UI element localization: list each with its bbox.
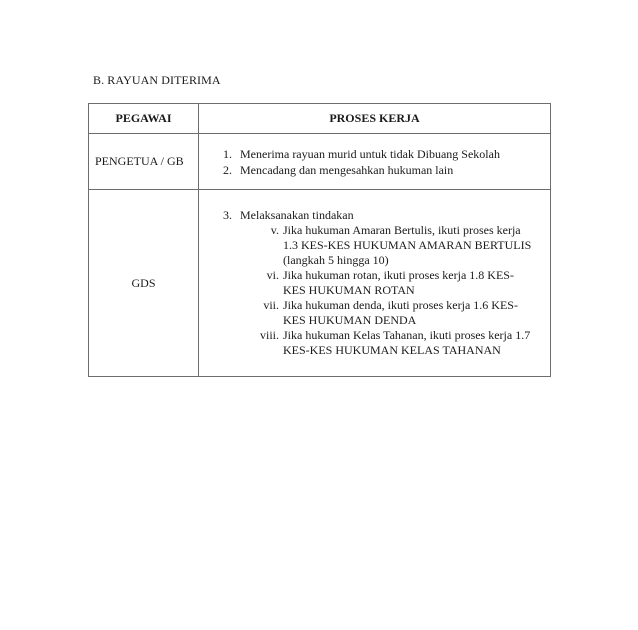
- sub-item-text: Jika hukuman Kelas Tahanan, ikuti proses kerja 1.7 KES-KES HUKUMAN KELAS TAHANAN: [283, 327, 531, 357]
- sub-list-item: [259, 223, 550, 268]
- list-item-number: 2.: [223, 162, 232, 177]
- sub-item-number: v.: [270, 222, 279, 237]
- process-table: [88, 103, 551, 377]
- sub-list-item: [259, 298, 550, 328]
- pegawai-cell: PENGETUA / GB: [89, 134, 199, 190]
- table-row: [89, 134, 551, 190]
- list-item-text: Menerima rayuan murid untuk tidak Dibuang Sekolah: [240, 146, 500, 161]
- proses-cell: [199, 190, 551, 377]
- table-header-row: [89, 104, 551, 134]
- sub-item-text: Jika hukuman Amaran Bertulis, ikuti proses kerja 1.3 KES-KES HUKUMAN AMARAN BERTULIS (langkah 5 hingga 10): [283, 222, 532, 267]
- list-item-text: Mencadang dan mengesahkan hukuman lain: [240, 162, 454, 177]
- list-item-text: Melaksanakan tindakan: [240, 207, 354, 222]
- sub-item-number: vii.: [263, 297, 279, 312]
- section-heading: B. RAYUAN DITERIMA: [93, 73, 221, 87]
- sub-item-number: vi.: [266, 267, 279, 282]
- sub-list-item: [259, 328, 550, 358]
- list-item: [223, 162, 550, 178]
- pegawai-cell: GDS: [89, 190, 199, 377]
- sub-item-text: Jika hukuman rotan, ikuti proses kerja 1.8 KES-KES HUKUMAN ROTAN: [283, 267, 514, 297]
- header-pegawai: PEGAWAI: [89, 104, 199, 134]
- list-item-number: 3.: [223, 207, 232, 222]
- list-item: [223, 207, 550, 223]
- list-item-number: 1.: [223, 146, 232, 161]
- header-proses-kerja: PROSES KERJA: [199, 104, 551, 134]
- proses-cell: [199, 134, 551, 190]
- sub-item-text: Jika hukuman denda, ikuti proses kerja 1.6 KES-KES HUKUMAN DENDA: [283, 297, 518, 327]
- sub-item-number: viii.: [259, 327, 279, 342]
- sub-list-item: [259, 268, 550, 298]
- table-row: [89, 190, 551, 377]
- list-item: [223, 146, 550, 162]
